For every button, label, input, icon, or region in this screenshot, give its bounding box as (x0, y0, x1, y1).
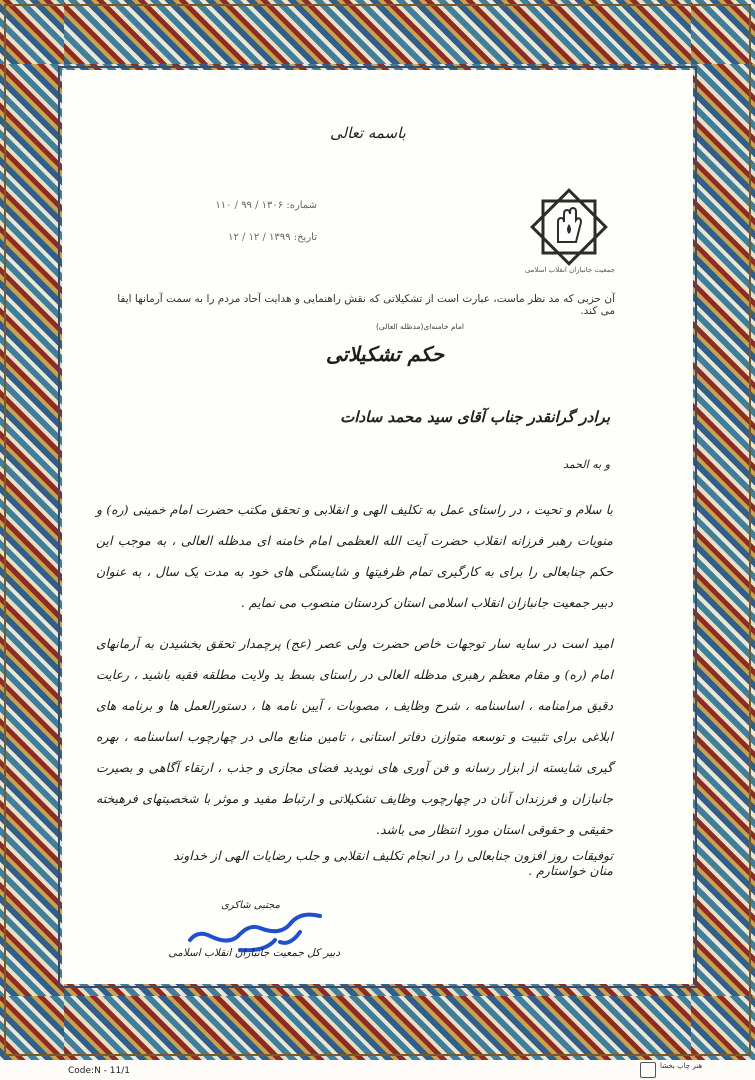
number-label: شماره: (286, 200, 317, 211)
letter-date (117, 232, 317, 243)
addressee: برادر گرانقدر جناب آقای سید محمد سادات (340, 408, 610, 426)
hand-star-emblem-icon (528, 186, 610, 268)
body-paragraph-2: امید است در سایه سار توجهات خاص حضرت ولی عصر (عج) پرچمدار تحقق بخشیدن به آرمانهای امام (ره) و مقام معظم رهبری مدظله العالی در راستای بسط ید ولایت مطلقه فقیه باشید ، رعایت دقیق مرامنامه ، اساسنامه ، شرح وظایف ، مصوبات ، آیین نامه ها ، دستورالعمل ها و برنامه های ابلاغی برای تثبیت و توسعه متوازن دفاتر استانی ، تامین منابع مالی در چهارچوب اساسنامه ، بهره گیری شایسته از ابزار رسانه و فن آوری های نوپدید فضای مجازی و جذب ، ارتقاء آگاهی و بصیرت جانبازان و فرزندان آنان در چهارچوب وظایف تشکیلاتی و ارتباط مفید و موثر با شخصیتهای فرهیخته حقیقی و حقوقی استان مورد انتظار می باشد. (96, 636, 613, 837)
body-paragraph-1: با سلام و تحیت ، در راستای عمل به تکلیف الهی و انقلابی و تحقق مکتب حضرت امام خمینی (ره) و منویات رهبر فرزانه انقلاب حضرت آیت الله العظمی امام خامنه ای مدظله العالی ، به موجب این حکم جنابعالی را برای به کارگیری تمام ظرفیتها و شایستگی های خود به مدت یک سال ، به عنوان دبیر جمعیت جانبازان انقلاب اسلامی استان کردستان منصوب می نمایم . (96, 502, 613, 610)
quote-source: امام خامنه‌ای(مدظله العالی) (375, 322, 465, 331)
greeting: و به الحمد (563, 458, 610, 471)
emblem-caption: جمعیت جانبازان انقلاب اسلامی (524, 266, 616, 274)
leader-quote: آن حزبی که مد نظر ماست، عبارت است از تشکیلاتی که نقش راهنمایی و هدایت آحاد مردم را به سمت آرمانها ایفا می کند. (117, 293, 615, 317)
signatory-title: دبیر کل جمعیت جانبازان انقلاب اسلامی (168, 947, 340, 959)
form-code: Code:N - 11/1 (68, 1066, 130, 1076)
letter-number (117, 200, 317, 211)
signatory-name: مجتبی شاکری (221, 900, 280, 911)
date-label: تاریخ: (293, 232, 317, 243)
printer-name: هنر چاپ بخشا (660, 1062, 703, 1070)
document-title: حکم تشکیلاتی (325, 342, 445, 366)
basmala: باسمه تعالی (330, 124, 406, 142)
date-value: ۱۳۹۹ / ۱۲ / ۱۲ (228, 232, 291, 243)
printer-logo-icon (640, 1062, 656, 1078)
number-value: ۱۳۰۶ / ۹۹ / ۱۱۰ (215, 200, 284, 211)
closing-paragraph: توفیقات روز افزون جنابعالی را در انجام تکلیف انقلابی و جلب رضایات الهی از خداوند منان خواستارم . (173, 848, 613, 878)
